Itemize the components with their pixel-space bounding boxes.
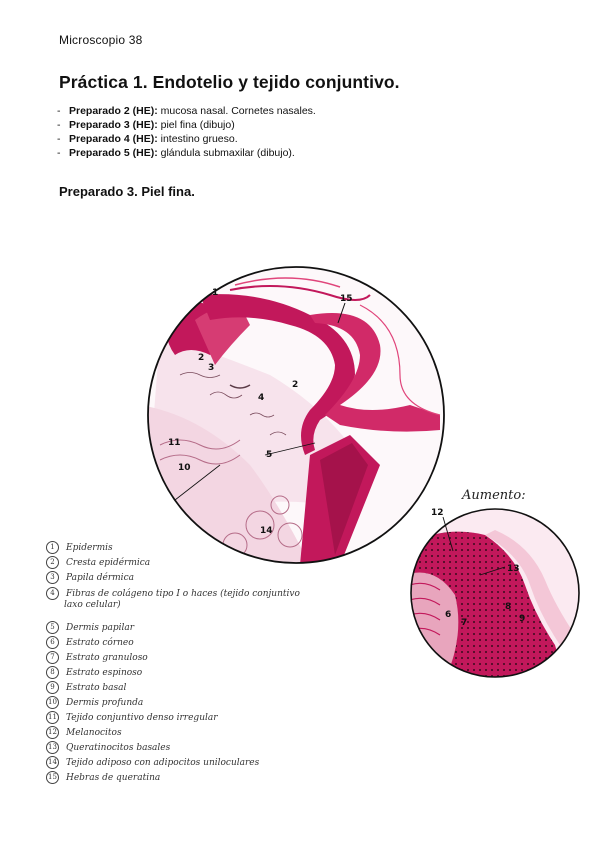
zoom-label: Aumento: — [462, 488, 526, 503]
legend-text: Epidermis — [66, 543, 113, 553]
bullet-dash: - — [57, 147, 61, 159]
legend-item — [46, 681, 126, 694]
legend-item — [46, 711, 218, 724]
diagram-label: 12 — [431, 508, 444, 518]
legend-number: 2 — [46, 556, 59, 569]
legend-number: 1 — [46, 541, 59, 554]
legend-item — [46, 651, 148, 664]
legend-text: Dermis profunda — [66, 698, 144, 708]
legend-text: Fibras de colágeno tipo I o haces (tejido conjuntivo — [66, 589, 300, 599]
legend-item — [46, 741, 170, 754]
diagram-label: 15 — [340, 294, 353, 304]
legend-item — [46, 621, 134, 634]
legend-item — [46, 756, 259, 769]
legend-number: 6 — [46, 636, 59, 649]
legend-text: Tejido conjuntivo denso irregular — [66, 713, 218, 723]
legend-item — [46, 771, 160, 784]
legend-item — [46, 636, 134, 649]
diagram-label: 2 — [292, 380, 299, 390]
diagram-label: 3 — [208, 363, 215, 373]
diagram-label: 10 — [178, 463, 191, 473]
legend-text: Melanocitos — [66, 728, 122, 738]
legend-text: Hebras de queratina — [66, 773, 161, 783]
legend-number: 7 — [46, 651, 59, 664]
diagram-label: 4 — [258, 393, 265, 403]
legend-item — [46, 587, 300, 610]
legend-number: 9 — [46, 681, 59, 694]
bullet-dash: - — [57, 119, 61, 131]
legend-text: Queratinocitos basales — [66, 743, 171, 753]
diagram-label: 7 — [461, 618, 468, 628]
legend-text: Estrato granuloso — [66, 653, 148, 663]
legend-number: 13 — [46, 741, 59, 754]
preparations-list — [57, 104, 316, 160]
prep-name: Preparado 4 (HE): — [69, 133, 158, 145]
legend-item — [46, 666, 142, 679]
list-item — [57, 132, 316, 146]
bullet-dash: - — [57, 133, 61, 145]
legend-item — [46, 696, 143, 709]
legend-number: 3 — [46, 571, 59, 584]
diagram-label: 6 — [445, 610, 452, 620]
prep-desc: intestino grueso. — [157, 133, 238, 145]
prep-name: Preparado 5 (HE): — [69, 147, 158, 159]
diagram-label: 9 — [519, 614, 526, 624]
page-title: Práctica 1. Endotelio y tejido conjuntivo. — [59, 72, 400, 92]
legend-item — [46, 571, 134, 584]
diagram-label: 5 — [266, 450, 273, 460]
prep-desc: mucosa nasal. Cornetes nasales. — [157, 105, 316, 117]
legend-text: Estrato córneo — [66, 638, 134, 648]
legend-text: Estrato espinoso — [66, 668, 143, 678]
legend-number: 11 — [46, 711, 59, 724]
prep-desc: glándula submaxilar (dibujo). — [157, 147, 295, 159]
diagram-label: 2 — [198, 353, 205, 363]
legend-number: 8 — [46, 666, 59, 679]
legend-item — [46, 726, 122, 739]
legend-number: 15 — [46, 771, 59, 784]
prep-name: Preparado 2 (HE): — [69, 105, 158, 117]
legend-item — [46, 541, 113, 554]
legend-item — [46, 556, 150, 569]
legend-text: Dermis papilar — [66, 623, 135, 633]
diagram-label: 1 — [212, 288, 219, 298]
diagram-label: 14 — [260, 526, 273, 536]
legend-text-continued: laxo celular) — [64, 600, 121, 610]
legend-number: 4 — [46, 587, 59, 600]
diagram-label: 8 — [505, 602, 512, 612]
legend-number: 14 — [46, 756, 59, 769]
prep-name: Preparado 3 (HE): — [69, 119, 158, 131]
list-item — [57, 118, 316, 132]
section-subtitle: Preparado 3. Piel fina. — [59, 184, 195, 199]
list-item — [57, 104, 316, 118]
legend-text: Cresta epidérmica — [66, 558, 151, 568]
bullet-dash: - — [57, 105, 61, 117]
legend-number: 12 — [46, 726, 59, 739]
epidermis-zoom-drawing — [405, 505, 585, 680]
page-header: Microscopio 38 — [59, 33, 143, 47]
legend-text: Papila dérmica — [66, 573, 134, 583]
list-item — [57, 146, 316, 160]
legend-text: Estrato basal — [66, 683, 127, 693]
diagram-label: 11 — [168, 438, 181, 448]
legend-number: 10 — [46, 696, 59, 709]
legend-text: Tejido adiposo con adipocitos uniloculares — [66, 758, 260, 768]
diagram-label: 13 — [507, 564, 520, 574]
prep-desc: piel fina (dibujo) — [157, 119, 235, 131]
legend-number: 5 — [46, 621, 59, 634]
